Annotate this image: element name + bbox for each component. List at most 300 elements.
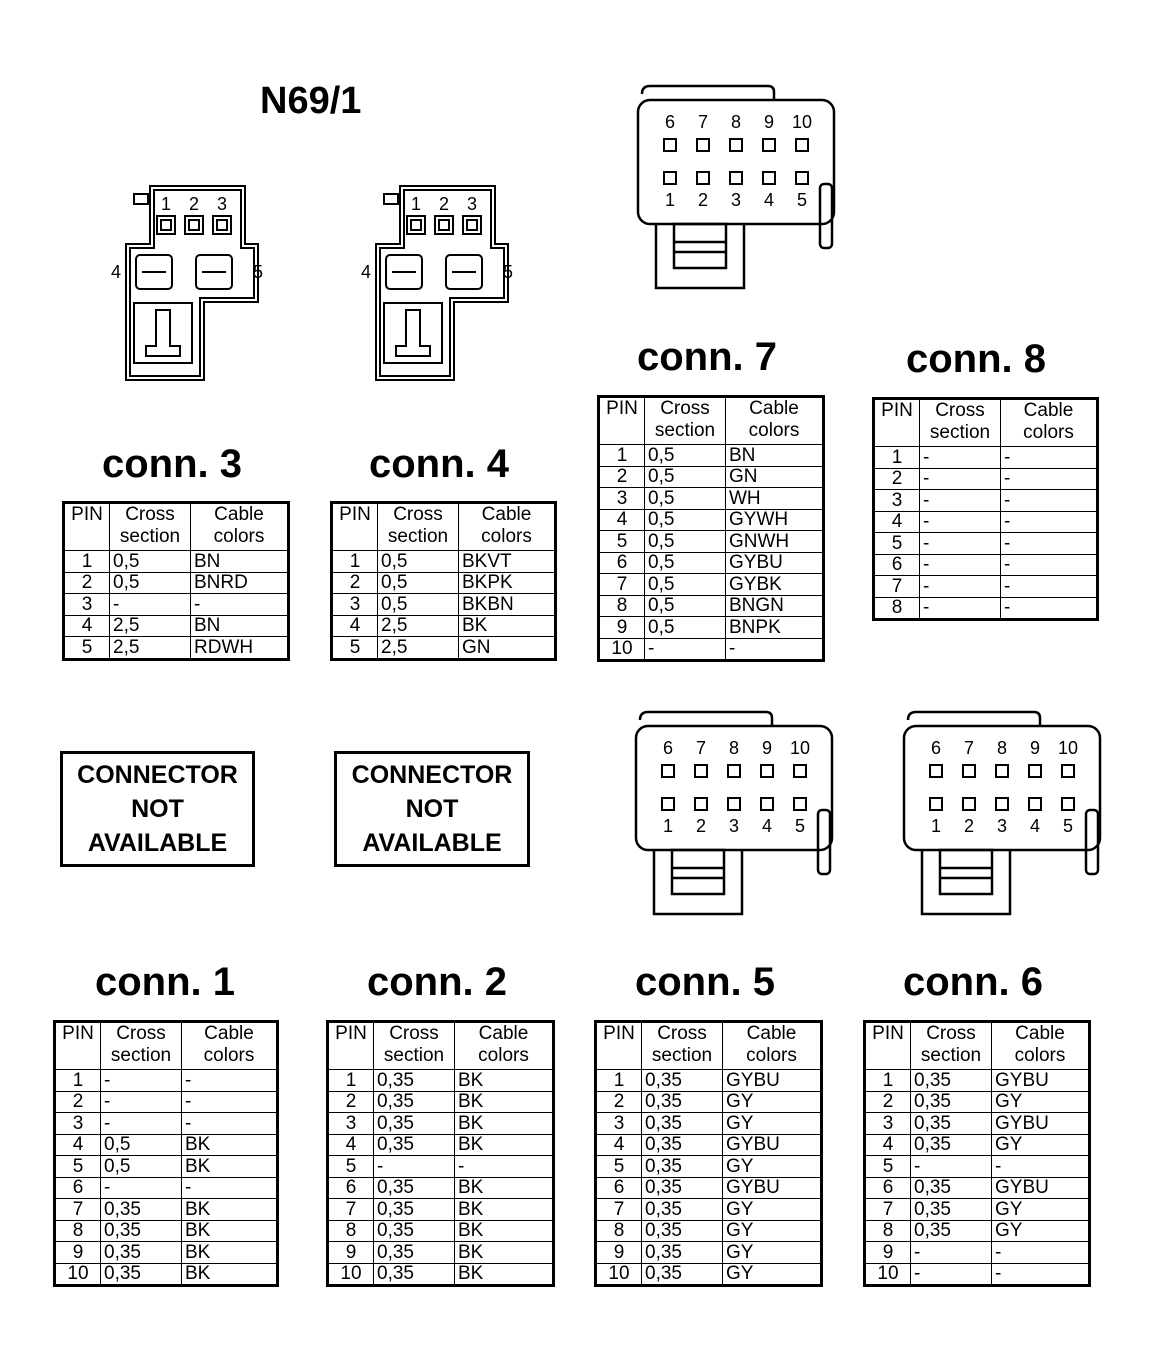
pin-cell: 1 bbox=[328, 1070, 374, 1092]
pin-cell: 5 bbox=[865, 1156, 911, 1178]
pin-cell: 5 bbox=[332, 637, 378, 660]
cross-section-cell: 0,35 bbox=[642, 1177, 723, 1199]
connector-10pin-drawing bbox=[634, 710, 844, 920]
pin-cell: 10 bbox=[55, 1263, 101, 1286]
pin-socket-inner bbox=[467, 220, 477, 230]
table-row bbox=[596, 1177, 822, 1199]
cable-color-cell: BK bbox=[455, 1134, 554, 1156]
pin-cell: 2 bbox=[55, 1091, 101, 1113]
cable-color-cell: BKVT bbox=[459, 551, 556, 573]
header-cable-line2: colors bbox=[481, 526, 532, 547]
header-cross-line1: Cross bbox=[116, 1023, 166, 1044]
pin-label: 2 bbox=[963, 816, 975, 836]
table-row bbox=[55, 1177, 278, 1199]
pin-label: 4 bbox=[360, 262, 372, 282]
conn3-pin-table bbox=[62, 501, 290, 661]
cable-color-cell: RDWH bbox=[191, 637, 289, 660]
conn4-pin-table bbox=[330, 501, 557, 661]
pin-cell: 2 bbox=[328, 1091, 374, 1113]
header-cross-line2: section bbox=[387, 526, 449, 547]
cross-section-cell: - bbox=[911, 1242, 992, 1264]
table-row bbox=[328, 1113, 554, 1135]
header-pin: PIN bbox=[332, 503, 378, 551]
key-area bbox=[384, 303, 442, 363]
cable-color-cell: BK bbox=[182, 1134, 278, 1156]
cable-color-cell: GN bbox=[459, 637, 556, 660]
cross-section-cell: 0,5 bbox=[645, 445, 726, 467]
cable-color-cell: GY bbox=[992, 1091, 1090, 1113]
table-row bbox=[874, 490, 1098, 512]
pin-label: 1 bbox=[410, 194, 422, 214]
conn8-pin-table bbox=[872, 397, 1099, 621]
pin-cell: 3 bbox=[55, 1113, 101, 1135]
pin-cell: 10 bbox=[599, 638, 645, 661]
table-row bbox=[64, 551, 289, 573]
cable-color-cell: GY bbox=[723, 1199, 822, 1221]
pin-socket bbox=[213, 216, 231, 234]
table-row bbox=[874, 597, 1098, 620]
pin-socket bbox=[435, 216, 453, 234]
table-row bbox=[596, 1091, 822, 1113]
header-cable-line2: colors bbox=[213, 526, 265, 547]
pin-cell: 5 bbox=[874, 533, 920, 555]
table-row bbox=[55, 1070, 278, 1092]
cross-section-cell: 0,5 bbox=[645, 574, 726, 596]
cable-color-cell: BK bbox=[455, 1220, 554, 1242]
table-row bbox=[332, 572, 556, 594]
cross-section-cell: 0,5 bbox=[101, 1134, 182, 1156]
cable-color-cell: GN bbox=[726, 466, 824, 488]
table-row bbox=[599, 509, 824, 531]
connector-10pin-drawing bbox=[636, 84, 846, 294]
table-row bbox=[332, 615, 556, 637]
cable-color-cell: BK bbox=[182, 1242, 278, 1264]
pin-cell: 1 bbox=[599, 445, 645, 467]
latch-tab bbox=[134, 194, 148, 204]
key-area bbox=[134, 303, 192, 363]
table-row bbox=[332, 637, 556, 660]
na-line2: NOT bbox=[131, 795, 184, 823]
conn7-pin-table bbox=[597, 395, 825, 662]
cross-section-cell: - bbox=[920, 554, 1001, 576]
header-cross-line1: Cross bbox=[935, 400, 985, 421]
cable-color-cell: BK bbox=[455, 1113, 554, 1135]
na-line1: CONNECTOR bbox=[351, 761, 513, 789]
cross-section-cell: - bbox=[920, 447, 1001, 469]
table-row bbox=[874, 447, 1098, 469]
table-row bbox=[865, 1134, 1090, 1156]
cable-color-cell: BK bbox=[455, 1070, 554, 1092]
table-row bbox=[55, 1091, 278, 1113]
header-cable-colors bbox=[455, 1022, 554, 1070]
lock-tab bbox=[674, 224, 726, 268]
cable-color-cell: GY bbox=[723, 1220, 822, 1242]
pin-label: 4 bbox=[1029, 816, 1041, 836]
pin-cell: 7 bbox=[874, 576, 920, 598]
table-row bbox=[64, 637, 289, 660]
connector-10pin-drawing bbox=[902, 710, 1112, 920]
cable-color-cell: GNWH bbox=[726, 531, 824, 553]
lock-frame bbox=[922, 850, 1010, 914]
cross-section-cell: 0,35 bbox=[911, 1199, 992, 1221]
pin-socket bbox=[463, 216, 481, 234]
cross-section-cell: 0,5 bbox=[378, 551, 459, 573]
pin-cell: 1 bbox=[865, 1070, 911, 1092]
pin-label: 5 bbox=[794, 816, 806, 836]
pin-cell: 6 bbox=[865, 1177, 911, 1199]
table-row bbox=[599, 445, 824, 467]
cross-section-cell: 0,5 bbox=[645, 466, 726, 488]
cross-section-cell: 0,35 bbox=[642, 1242, 723, 1264]
cross-section-cell: - bbox=[920, 490, 1001, 512]
cable-color-cell: BK bbox=[182, 1156, 278, 1178]
table-row bbox=[599, 488, 824, 510]
table-row bbox=[596, 1070, 822, 1092]
cross-section-cell: 0,35 bbox=[101, 1220, 182, 1242]
cross-section-cell: 0,5 bbox=[378, 572, 459, 594]
conn7-title: conn. 7 bbox=[637, 335, 778, 379]
pin-cell: 8 bbox=[865, 1220, 911, 1242]
pin-label: 8 bbox=[730, 112, 742, 132]
cross-section-cell: 0,5 bbox=[645, 617, 726, 639]
cross-section-cell: 0,5 bbox=[645, 509, 726, 531]
cable-color-cell: GY bbox=[723, 1156, 822, 1178]
cross-section-cell: 0,35 bbox=[374, 1242, 455, 1264]
pin-label: 6 bbox=[664, 112, 676, 132]
header-cross-section bbox=[911, 1022, 992, 1070]
conn8-title: conn. 8 bbox=[906, 337, 1047, 381]
lock-tab bbox=[940, 850, 992, 894]
cable-color-cell: - bbox=[992, 1242, 1090, 1264]
connector-not-available-box bbox=[60, 751, 255, 867]
pin-cell: 7 bbox=[865, 1199, 911, 1221]
cross-section-cell: 0,35 bbox=[642, 1220, 723, 1242]
connector-not-available-box bbox=[334, 751, 530, 867]
cable-color-cell: GY bbox=[723, 1113, 822, 1135]
cross-section-cell: - bbox=[911, 1156, 992, 1178]
cable-color-cell: GYBU bbox=[726, 552, 824, 574]
pin-cell: 7 bbox=[55, 1199, 101, 1221]
table-row bbox=[332, 594, 556, 616]
pin-cell: 6 bbox=[599, 552, 645, 574]
cable-color-cell: - bbox=[182, 1177, 278, 1199]
connector-5pin-drawing bbox=[358, 186, 518, 396]
pin-cell: 7 bbox=[596, 1199, 642, 1221]
cross-section-cell: - bbox=[101, 1091, 182, 1113]
header-cable-colors bbox=[1001, 399, 1098, 447]
header-cable-line1: Cable bbox=[1015, 1023, 1065, 1044]
pin-cell: 6 bbox=[596, 1177, 642, 1199]
pin-label: 6 bbox=[930, 738, 942, 758]
table-row bbox=[599, 531, 824, 553]
pin-label: 9 bbox=[1029, 738, 1041, 758]
pin-label: 7 bbox=[695, 738, 707, 758]
cable-color-cell: GY bbox=[723, 1091, 822, 1113]
housing-back-edge bbox=[908, 712, 1040, 726]
cross-section-cell: 0,35 bbox=[911, 1070, 992, 1092]
pin-label: 6 bbox=[662, 738, 674, 758]
cross-section-cell: 0,35 bbox=[911, 1134, 992, 1156]
na-line3: AVAILABLE bbox=[362, 829, 502, 857]
cross-section-cell: 0,35 bbox=[642, 1113, 723, 1135]
lock-frame bbox=[656, 224, 744, 288]
cable-color-cell: - bbox=[182, 1091, 278, 1113]
pin-socket bbox=[407, 216, 425, 234]
pin-socket-inner bbox=[439, 220, 449, 230]
conn1-pin-table bbox=[53, 1020, 279, 1287]
table-row bbox=[64, 594, 289, 616]
pin-cell: 5 bbox=[328, 1156, 374, 1178]
pin-cell: 3 bbox=[865, 1113, 911, 1135]
cross-section-cell: - bbox=[920, 597, 1001, 620]
cable-color-cell: GY bbox=[723, 1263, 822, 1286]
header-pin: PIN bbox=[599, 397, 645, 445]
pin-label: 4 bbox=[763, 190, 775, 210]
header-cross-section bbox=[374, 1022, 455, 1070]
pin-label: 9 bbox=[763, 112, 775, 132]
pin-cell: 3 bbox=[328, 1113, 374, 1135]
cable-color-cell: - bbox=[455, 1156, 554, 1178]
header-cross-line1: Cross bbox=[125, 504, 175, 525]
pin-cell: 5 bbox=[599, 531, 645, 553]
cross-section-cell: - bbox=[374, 1156, 455, 1178]
pin-label: 10 bbox=[789, 738, 811, 758]
pin-label: 4 bbox=[110, 262, 122, 282]
cable-color-cell: - bbox=[182, 1113, 278, 1135]
cross-section-cell: 0,5 bbox=[645, 488, 726, 510]
table-row bbox=[865, 1177, 1090, 1199]
cross-section-cell: - bbox=[911, 1263, 992, 1286]
table-row bbox=[874, 554, 1098, 576]
pin-cell: 4 bbox=[596, 1134, 642, 1156]
pin-cell: 8 bbox=[596, 1220, 642, 1242]
table-row bbox=[55, 1220, 278, 1242]
table-row bbox=[596, 1113, 822, 1135]
cross-section-cell: 0,5 bbox=[645, 552, 726, 574]
cross-section-cell: 0,35 bbox=[642, 1091, 723, 1113]
cable-color-cell: - bbox=[1001, 554, 1098, 576]
cross-section-cell: 0,35 bbox=[374, 1134, 455, 1156]
header-cross-line1: Cross bbox=[393, 504, 443, 525]
connector-5pin-drawing bbox=[108, 186, 268, 396]
table-row bbox=[55, 1242, 278, 1264]
header-cable-line2: colors bbox=[478, 1045, 529, 1066]
pin-cell: 7 bbox=[599, 574, 645, 596]
pin-label: 7 bbox=[697, 112, 709, 132]
pin-label: 1 bbox=[664, 190, 676, 210]
header-cross-line2: section bbox=[654, 420, 716, 441]
table-row bbox=[599, 617, 824, 639]
cross-section-cell: - bbox=[920, 511, 1001, 533]
header-pin: PIN bbox=[55, 1022, 101, 1070]
conn5-pin-table bbox=[594, 1020, 823, 1287]
cross-section-cell: 2,5 bbox=[110, 637, 191, 660]
cable-color-cell: BK bbox=[459, 615, 556, 637]
pin-label: 3 bbox=[216, 194, 228, 214]
table-row bbox=[328, 1199, 554, 1221]
cross-section-cell: 0,35 bbox=[642, 1263, 723, 1286]
pin-cell: 4 bbox=[874, 511, 920, 533]
pin-cell: 2 bbox=[596, 1091, 642, 1113]
pin-label: 10 bbox=[1057, 738, 1079, 758]
cross-section-cell: 0,5 bbox=[645, 531, 726, 553]
cable-color-cell: BK bbox=[182, 1220, 278, 1242]
pin-label: 2 bbox=[695, 816, 707, 836]
cable-color-cell: - bbox=[1001, 468, 1098, 490]
table-row bbox=[865, 1070, 1090, 1092]
cable-color-cell: GY bbox=[992, 1199, 1090, 1221]
header-pin: PIN bbox=[596, 1022, 642, 1070]
table-row bbox=[865, 1199, 1090, 1221]
pin-cell: 10 bbox=[596, 1263, 642, 1286]
header-cross-line1: Cross bbox=[926, 1023, 976, 1044]
cross-section-cell: 0,35 bbox=[374, 1091, 455, 1113]
pin-cell: 1 bbox=[55, 1070, 101, 1092]
pin-cell: 8 bbox=[599, 595, 645, 617]
header-cable-line2: colors bbox=[1023, 422, 1074, 443]
pin-label: 7 bbox=[963, 738, 975, 758]
cable-color-cell: BK bbox=[455, 1242, 554, 1264]
table-row bbox=[55, 1156, 278, 1178]
pin-cell: 10 bbox=[328, 1263, 374, 1286]
cable-color-cell: GYBU bbox=[992, 1113, 1090, 1135]
table-row bbox=[865, 1242, 1090, 1264]
pin-cell: 3 bbox=[599, 488, 645, 510]
conn3-title: conn. 3 bbox=[102, 442, 243, 486]
pin-cell: 4 bbox=[55, 1134, 101, 1156]
table-row bbox=[865, 1220, 1090, 1242]
cross-section-cell: - bbox=[645, 638, 726, 661]
pin-cell: 4 bbox=[64, 615, 110, 637]
key-symbol bbox=[146, 310, 180, 356]
header-cross-line2: section bbox=[920, 1045, 982, 1066]
cross-section-cell: 0,35 bbox=[101, 1263, 182, 1286]
cable-color-cell: BNGN bbox=[726, 595, 824, 617]
header-pin: PIN bbox=[328, 1022, 374, 1070]
housing-back-edge bbox=[642, 86, 774, 100]
table-row bbox=[865, 1156, 1090, 1178]
table-row bbox=[55, 1113, 278, 1135]
pin-label: 2 bbox=[697, 190, 709, 210]
header-cable-line2: colors bbox=[203, 1045, 255, 1066]
pin-cell: 3 bbox=[64, 594, 110, 616]
na-line2: NOT bbox=[405, 795, 459, 823]
header-cross-section bbox=[378, 503, 459, 551]
pin-cell: 2 bbox=[64, 572, 110, 594]
table-row bbox=[599, 638, 824, 661]
cross-section-cell: 0,5 bbox=[645, 595, 726, 617]
pin-cell: 6 bbox=[328, 1177, 374, 1199]
pin-label: 10 bbox=[791, 112, 813, 132]
pin-label: 1 bbox=[930, 816, 942, 836]
conn2-title: conn. 2 bbox=[367, 960, 508, 1004]
cross-section-cell: 0,35 bbox=[642, 1199, 723, 1221]
cable-color-cell: BNPK bbox=[726, 617, 824, 639]
cross-section-cell: 0,35 bbox=[374, 1177, 455, 1199]
pin-label: 2 bbox=[188, 194, 200, 214]
housing-back-edge bbox=[640, 712, 772, 726]
pin-socket bbox=[157, 216, 175, 234]
pin-socket-inner bbox=[161, 220, 171, 230]
cable-color-cell: - bbox=[992, 1156, 1090, 1178]
cable-color-cell: - bbox=[1001, 533, 1098, 555]
table-row bbox=[328, 1242, 554, 1264]
header-cable-colors bbox=[182, 1022, 278, 1070]
table-row bbox=[328, 1070, 554, 1092]
lock-frame bbox=[654, 850, 742, 914]
header-cross-line1: Cross bbox=[660, 398, 710, 419]
cable-color-cell: GYBU bbox=[992, 1177, 1090, 1199]
cross-section-cell: 0,35 bbox=[101, 1199, 182, 1221]
table-row bbox=[596, 1134, 822, 1156]
cable-color-cell: - bbox=[1001, 490, 1098, 512]
pin-cell: 2 bbox=[599, 466, 645, 488]
header-cable-line1: Cable bbox=[1023, 400, 1074, 421]
pin-label: 9 bbox=[761, 738, 773, 758]
cross-section-cell: - bbox=[920, 468, 1001, 490]
pin-label: 5 bbox=[796, 190, 808, 210]
pin-label: 8 bbox=[728, 738, 740, 758]
cross-section-cell: 0,35 bbox=[374, 1220, 455, 1242]
pin-cell: 5 bbox=[55, 1156, 101, 1178]
header-cross-section bbox=[101, 1022, 182, 1070]
pin-cell: 4 bbox=[328, 1134, 374, 1156]
conn6-title: conn. 6 bbox=[903, 960, 1044, 1004]
pin-socket bbox=[185, 216, 203, 234]
header-cross-line2: section bbox=[110, 1045, 172, 1066]
table-row bbox=[599, 595, 824, 617]
table-row bbox=[55, 1199, 278, 1221]
conn2-pin-table bbox=[326, 1020, 555, 1287]
pin-cell: 10 bbox=[865, 1263, 911, 1286]
header-cross-line1: Cross bbox=[657, 1023, 707, 1044]
table-row bbox=[599, 574, 824, 596]
table-row bbox=[328, 1156, 554, 1178]
cable-color-cell: BN bbox=[726, 445, 824, 467]
cross-section-cell: - bbox=[101, 1113, 182, 1135]
cross-section-cell: 0,35 bbox=[374, 1199, 455, 1221]
cable-color-cell: GY bbox=[723, 1242, 822, 1264]
header-cross-line2: section bbox=[651, 1045, 713, 1066]
header-cable-colors bbox=[459, 503, 556, 551]
pin-cell: 1 bbox=[332, 551, 378, 573]
pin-cell: 7 bbox=[328, 1199, 374, 1221]
header-cross-line2: section bbox=[929, 422, 991, 443]
header-cross-line1: Cross bbox=[389, 1023, 439, 1044]
cross-section-cell: 0,35 bbox=[101, 1242, 182, 1264]
pin-socket-inner bbox=[217, 220, 227, 230]
header-cable-line1: Cable bbox=[204, 1023, 254, 1044]
cable-color-cell: BK bbox=[455, 1263, 554, 1286]
table-row bbox=[596, 1220, 822, 1242]
cross-section-cell: 2,5 bbox=[110, 615, 191, 637]
cross-section-cell: - bbox=[101, 1070, 182, 1092]
cable-color-cell: GY bbox=[992, 1220, 1090, 1242]
cable-color-cell: BKPK bbox=[459, 572, 556, 594]
pin-cell: 8 bbox=[874, 597, 920, 620]
pin-cell: 3 bbox=[596, 1113, 642, 1135]
lock-tab bbox=[672, 850, 724, 894]
pin-cell: 9 bbox=[328, 1242, 374, 1264]
pin-cell: 9 bbox=[55, 1242, 101, 1264]
cable-color-cell: GYWH bbox=[726, 509, 824, 531]
table-row bbox=[596, 1263, 822, 1286]
cross-section-cell: 0,5 bbox=[101, 1156, 182, 1178]
table-row bbox=[328, 1091, 554, 1113]
pin-cell: 2 bbox=[865, 1091, 911, 1113]
cross-section-cell: 0,35 bbox=[911, 1177, 992, 1199]
table-row bbox=[328, 1177, 554, 1199]
